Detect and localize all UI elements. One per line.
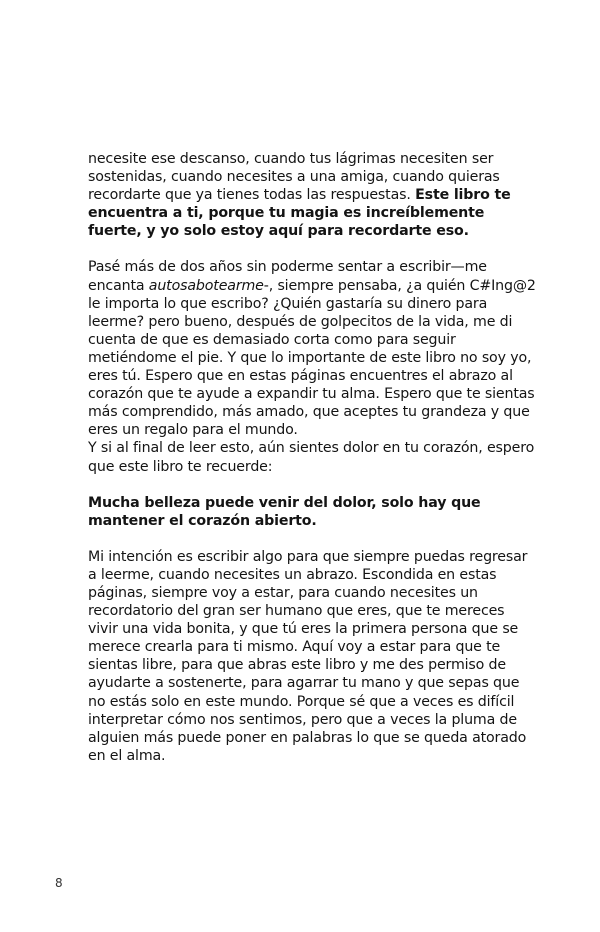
paragraph-text: Mi intención es escribir algo para que siempre puedas regresar a leerme, cuando necesites un abrazo. Escondida en estas páginas, siempre voy a estar, para cuando necesites un recordatorio del gran ser humano que eres, que te mereces vivir una vida bonita, y que tú eres la primera persona que se merece crearla para ti mismo. Aquí voy a estar para que te sientas libre, para que abras este libro y me des permiso de ayudarte a sostenerte, para agarrar tu mano y que sepas que no estás solo en este mundo. Porque sé que a veces es difícil interpretar cómo nos sentimos, pero que a veces la pluma de alguien más puede poner en palabras lo que se queda atorado en el alma. xyxy=(88,548,528,764)
italic-text: autosabotearme xyxy=(148,277,264,294)
paragraph-text: -, siempre pensaba, ¿a quién C#Ing@2 le importa lo que escribo? ¿Quién gastaría su dinero para leerme? pero bueno, después de golpecitos de la vida, me di cuenta de que es demasiado corta como para seguir metiéndome el pie. Y que lo importante de este libro no soy yo, eres tú. Espero que en estas páginas encuentres el abrazo al corazón que te ayude a expandir tu alma. Espero que te sientas más comprendido, más amado, que aceptes tu grandeza y que eres un regalo para el mundo. xyxy=(88,277,536,439)
paragraph-4-highlight xyxy=(88,494,538,530)
paragraph-text: necesite ese descanso, cuando tus lágrimas necesiten ser sostenidas, cuando necesites a una amiga, cuando quieras recordarte que ya tienes todas las respuestas. xyxy=(88,151,500,204)
page-body xyxy=(88,150,538,765)
paragraph-2 xyxy=(88,258,538,439)
paragraph-1 xyxy=(88,150,538,240)
paragraph-text: Pasé más de dos años sin poderme sentar a escribir—me encanta xyxy=(88,259,487,294)
bold-text: Este libro te encuentra a ti, porque tu magia es increíblemente fuerte, y yo solo estoy aquí para recordarte eso. xyxy=(88,187,511,240)
paragraph-3 xyxy=(88,439,538,475)
paragraph-text: Y si al final de leer esto, aún sientes dolor en tu corazón, espero que este libro te recuerde: xyxy=(88,440,535,475)
page-number: 8 xyxy=(55,876,63,890)
bold-text: Mucha belleza puede venir del dolor, solo hay que mantener el corazón abierto. xyxy=(88,494,481,529)
paragraph-5 xyxy=(88,548,538,765)
